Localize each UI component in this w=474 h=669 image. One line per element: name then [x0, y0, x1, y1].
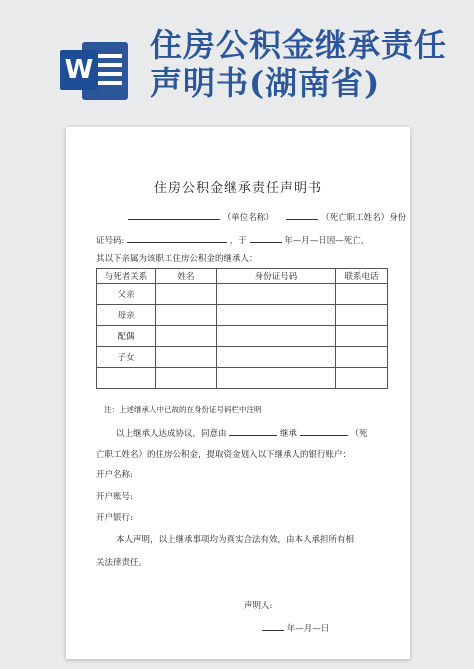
relation-cell: 母亲 [97, 305, 156, 326]
document-title: 住房公积金继承责任声明书 [153, 181, 322, 196]
name-cell [156, 368, 217, 389]
table-row [97, 368, 388, 389]
table-header-row [97, 269, 388, 284]
phone-cell [336, 326, 388, 347]
declaration-line-1: 本人声明，以上继承事项均为真实合法有效，由本人承担所有相 [116, 535, 355, 545]
name-cell [156, 305, 217, 326]
unit-deceased-line [128, 210, 406, 223]
deceased-label: （死亡职工姓名）身份 [321, 213, 407, 223]
name-cell [156, 326, 217, 347]
relation-cell [97, 368, 156, 389]
phone-cell [336, 284, 388, 305]
word-icon-letter: W [60, 50, 98, 90]
sign-year-blank [262, 621, 284, 631]
account-number-label: 开户账号: [96, 492, 133, 502]
word-document-icon [60, 38, 130, 104]
table-header-cell: 联系电话 [336, 269, 388, 284]
agreement-text-b: 继承 [279, 429, 297, 439]
death-date-text: 年—月—日因—死亡， [284, 236, 370, 246]
sign-date-text: 年—月—日 [286, 624, 330, 634]
relation-cell: 父亲 [97, 284, 156, 305]
id-cell [217, 326, 336, 347]
agreement-text-c: （死 [350, 429, 368, 439]
id-number-label: 证号码: [96, 236, 125, 246]
comma-yu: ，于 [229, 236, 247, 246]
table-header-cell: 姓名 [156, 269, 217, 284]
phone-cell [336, 305, 388, 326]
account-name-label: 开户名称: [96, 470, 133, 480]
heirs-intro: 其以下亲属为该职工住房公积金的继承人： [96, 254, 258, 264]
table-row [97, 347, 388, 368]
unit-name-blank [128, 210, 220, 220]
id-cell [217, 305, 336, 326]
name-cell [156, 347, 217, 368]
table-header-cell: 与死者关系 [97, 269, 156, 284]
agreement-line-1 [116, 426, 367, 439]
relation-cell: 配偶 [97, 326, 156, 347]
id-cell [217, 284, 336, 305]
table-note: 注：上述继承人中已故的在身份证号码栏中注明 [104, 405, 262, 414]
id-number-blank [127, 233, 227, 243]
table-header-cell: 身份证号码 [217, 269, 336, 284]
phone-cell [336, 347, 388, 368]
unit-name-label: （单位名称） [222, 213, 274, 223]
declaration-line-2: 关法律责任。 [96, 558, 148, 568]
relation-cell: 子女 [97, 347, 156, 368]
year-blank [250, 233, 282, 243]
id-date-line [96, 233, 369, 246]
table-row [97, 284, 388, 305]
signature-date-line [262, 621, 329, 634]
account-bank-label: 开户银行: [96, 513, 133, 523]
phone-cell [336, 368, 388, 389]
deceased-name-blank-2 [300, 426, 348, 436]
agreement-text-a: 以上继承人达成协议，同意由 [116, 429, 227, 439]
heir-name-blank [229, 426, 277, 436]
id-cell [217, 368, 336, 389]
signer-label: 声明人: [244, 601, 273, 611]
table-row [97, 305, 388, 326]
document-page [66, 127, 410, 659]
banner [0, 0, 474, 118]
agreement-line-2: 亡职工姓名）的住房公积金，提取资金划入以下继承人的银行账户： [96, 450, 352, 460]
table-row [97, 326, 388, 347]
banner-title: 住房公积金继承责任声明书(湖南省) [150, 26, 448, 102]
name-cell [156, 284, 217, 305]
heirs-table [96, 268, 388, 389]
deceased-name-blank [286, 210, 318, 220]
id-cell [217, 347, 336, 368]
